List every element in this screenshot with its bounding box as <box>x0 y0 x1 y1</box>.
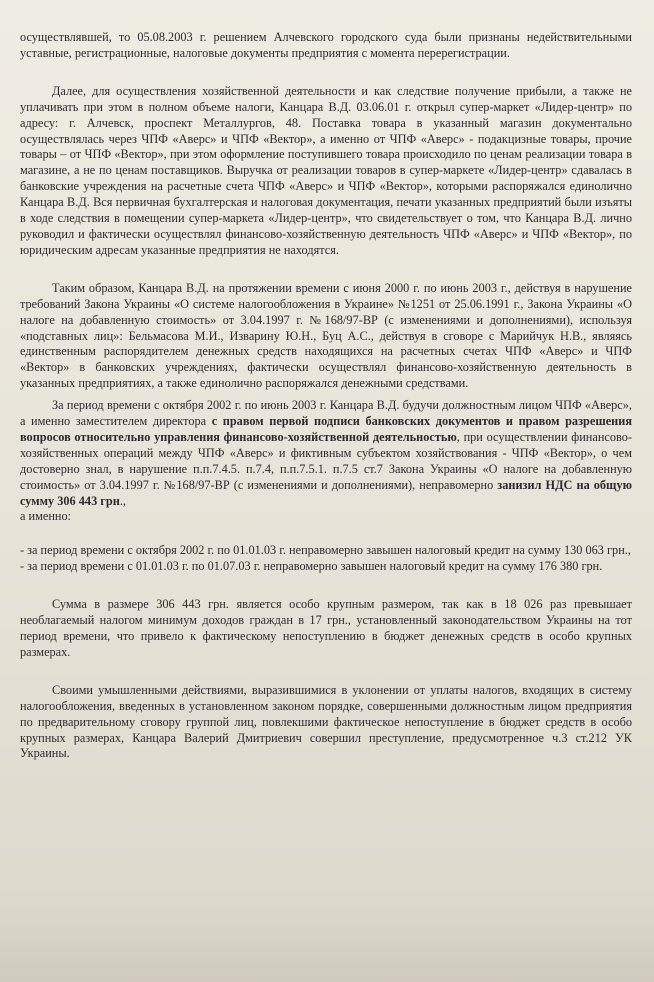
paragraph-4-text-e: ., <box>119 493 126 508</box>
paragraph-2: Далее, для осуществления хозяйственной деятельности и как следствие получение прибыли, а также не уплачивать при этом в полном объеме налоги, Канцара В.Д. 03.06.01 г. открыл супер-маркет «Лидер-центр» по адресу: г. Алчевск, проспект Металлургов, 48. Поставка товара в указанный магазин документально осуществлялась через ЧПФ «Аверс» и ЧПФ «Вектор», а именно от ЧПФ «Аверс» - подакцизные товары, прочие товары – от ЧПФ «Вектор», при этом оформление поступившего товара происходило по ценам реализации товара в магазине, а не по ценам поставщиков. Выручка от реализации товаров в супер-маркете «Лидер-центр» сдавалась в банковские учреждения на расчетные счета ЧПФ «Аверс» и ЧПФ «Вектор», которыми распоряжался единолично Канцара В.Д. Вся первичная бухгалтерская и налоговая документация, печати указанных предприятий были изъяты в ходе следствия в помещении супер-маркета «Лидер-центр», что свидетельствует о том, что Канцара В.Д. лично руководил и фактически осуществлял финансово-хозяйственную деятельность ЧПФ «Аверс» и ЧПФ «Вектор», по юридическим адресам указанные предприятия не находятся. <box>20 83 632 257</box>
paragraph-4-bold-amount: занизил НДС на общую сумму 306 443 грн <box>20 477 632 508</box>
paragraph-4-text-f: а именно: <box>20 509 72 524</box>
paragraph-4 <box>20 398 632 525</box>
paragraph-1: осуществлявшей, то 05.08.2003 г. решением Алчевского городского суда были признаны недействительными уставные, регистрационные, налоговые документы предприятия с момента перерегистрации. <box>20 30 632 60</box>
list-item-1: - за период времени с октября 2002 г. по 01.01.03 г. неправомерно завышен налоговый кредит на сумму 130 063 грн., <box>20 543 631 558</box>
paragraph-3: Таким образом, Канцара В.Д. на протяжении времени с июня 2000 г. по июнь 2003 г., действуя в нарушение требований Закона Украины «О системе налогообложения в Украине» №1251 от 25.06.1991 г., Закона Украины «О налоге на добавленную стоимость» от 3.04.1997 г. №168/97-ВР (с изменениями и дополнениями), используя «подставных лиц»: Бельмасова М.И., Изварину Ю.Н., Буц А.С., действуя в сговоре с Марийчук Н.В., являясь единственным распорядителем денежных средств находящихся на расчетных счетах ЧПФ «Аверс» и ЧПФ «Вектор» в банковских учреждениях, фактически осуществлял финансово-хозяйственную деятельность в указанных предприятиях, а также единолично распоряжался денежными средствами. <box>20 280 632 391</box>
list-item-2: - за период времени с 01.01.03 г. по 01.07.03 г. неправомерно завышен налоговый кредит на сумму 176 380 грн. <box>20 559 603 574</box>
paragraph-6: Своими умышленными действиями, выразившимися в уклонении от уплаты налогов, входящих в систему налогообложения, введенных в установленном законом порядке, совершенными должностным лицом предприятия по предварительному сговору группой лиц, повлекшими фактическое непоступление в бюджет средств в особо крупных размерах, Канцара Валерий Дмитриевич совершил преступление, предусмотренное ч.3 ст.212 УК Украины. <box>20 682 632 761</box>
paragraph-4-text-c: , при осуществлении финансово-хозяйственных операций между ЧПФ «Аверс» и фиктивным субъектом хозяйствования - ЧПФ «Вектор», о чем достоверно знал, в нарушение п.п.7.4.5. п.7.4, п.п.7.5.1. п.7.5 ст.7 Закона Украины «О налоге на добавленную стоимость» от 3.04.1997 г. №168/97-ВР (с изменениями и дополнениями), неправомерно <box>20 429 632 492</box>
paragraph-4-text-a: За период времени с октября 2002 г. по июнь 2003 г. Канцара В.Д. будучи должностным лицом ЧПФ «Аверс», а именно заместителем директора <box>20 398 632 429</box>
paragraph-5: Сумма в размере 306 443 грн. является особо крупным размером, так как в 18 026 раз превышает необлагаемый налогом минимум доходов граждан в 17 грн., установленный законодательством Украины на тот период времени, что привело к фактическому непоступлению в бюджет денежных средств в особо крупных размерах. <box>20 597 632 659</box>
paragraph-4-bold-rights: с правом первой подписи банковских документов и правом разрешения вопросов относительно управления финансово-хозяйственной деятельностью <box>20 414 632 444</box>
